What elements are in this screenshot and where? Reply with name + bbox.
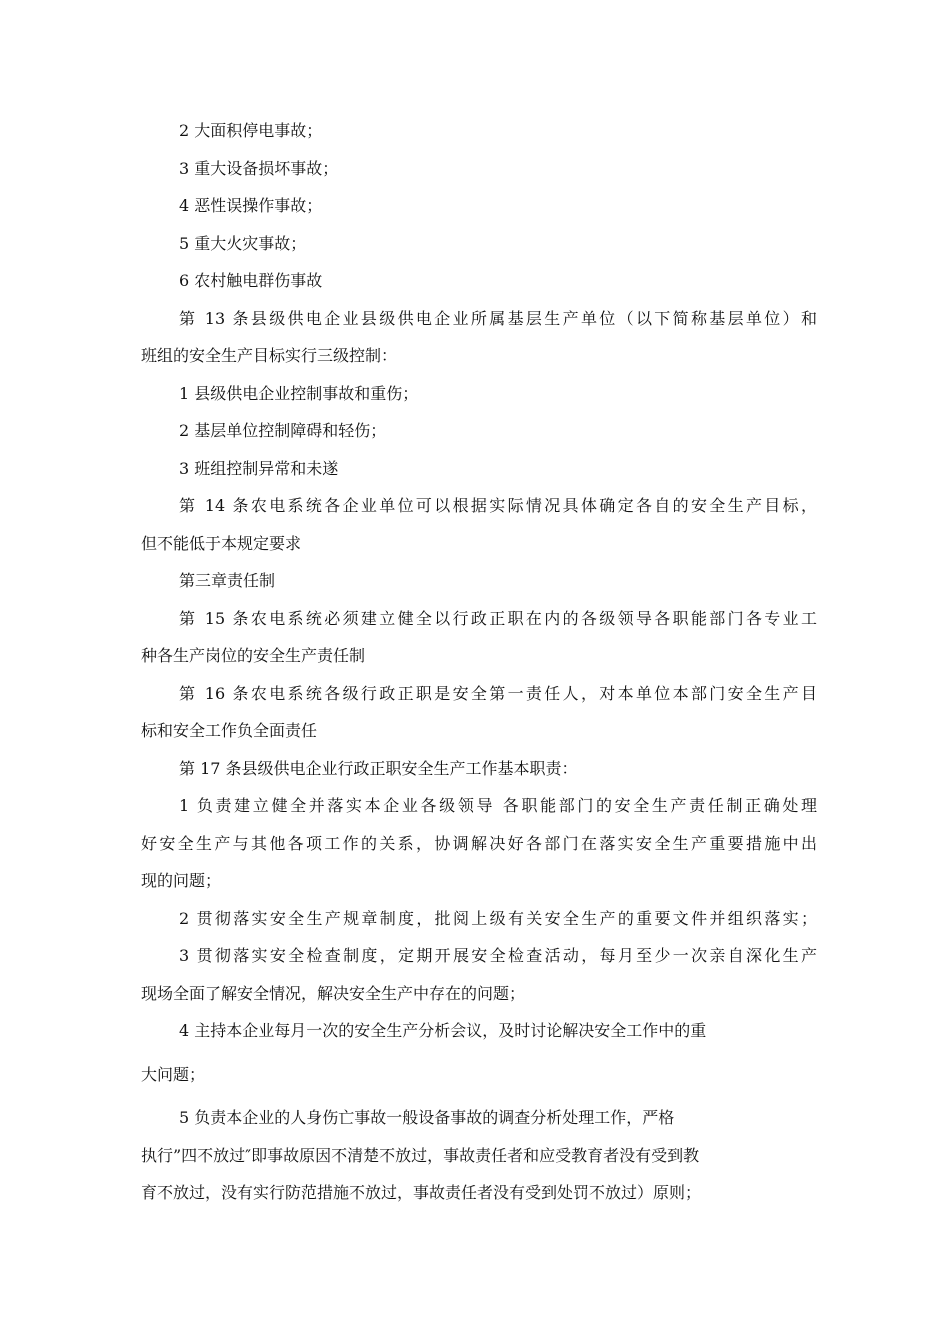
list-item: 5 重大火灾事故； [179,233,307,253]
duty-4-line-2: 大问题； [141,1064,206,1084]
list-item: 3 重大设备损坏事故； [179,158,339,178]
duty-5-line-2: 执行”四不放过″即事故原因不清楚不放过，事故责任者和应受教育者没有受到教 [141,1145,700,1165]
list-item: 3 班组控制异常和未遂 [179,458,339,478]
article-15-line-1: 第 15 条农电系统必须建立健全以行政正职在内的各级领导各职能部门各专业工 [179,608,817,628]
duty-5-line-3: 育不放过，没有实行防范措施不放过，事故责任者没有受到处罚不放过）原则； [141,1183,702,1202]
list-item: 6 农村触电群伤事故 [179,271,323,290]
list-item: 1 县级供电企业控制事故和重伤； [179,383,419,403]
document-body [141,112,817,1212]
duty-3-line-1: 3 贯彻落实安全检查制度，定期开展安全检查活动，每月至少一次亲自深化生产 [179,946,817,965]
duty-1-line-2: 好安全生产与其他各项工作的关系，协调解决好各部门在落实安全生产重要措施中出 [141,833,817,853]
duty-1-line-1: 1 负责建立健全并落实本企业各级领导 各职能部门的安全生产责任制正确处理 [179,796,817,815]
article-16-line-1: 第 16 条农电系统各级行政正职是安全第一责任人，对本单位本部门安全生产目 [179,683,817,703]
article-13-line-2: 班组的安全生产目标实行三级控制： [141,346,398,365]
article-13-line-1: 第 13 条县级供电企业县级供电企业所属基层生产单位（以下简称基层单位）和 [179,308,817,328]
duty-3-line-2: 现场全面了解安全情况，解决安全生产中存在的问题； [141,983,526,1003]
duty-1-line-3: 现的问题； [141,871,222,890]
duty-4-line-1: 4 主持本企业每月一次的安全生产分析会议，及时讨论解决安全工作中的重 [179,1021,707,1040]
article-14-line-1: 第 14 条农电系统各企业单位可以根据实际情况具体确定各自的安全生产目标， [179,496,817,515]
list-item: 2 大面积停电事故； [179,121,323,140]
duty-5-line-1: 5 负责本企业的人身伤亡事故一般设备事故的调查分析处理工作，严格 [179,1108,675,1127]
article-14-line-2: 但不能低于本规定要求 [141,533,302,553]
article-15-line-2: 种各生产岗位的安全生产责任制 [141,646,366,665]
article-16-line-2: 标和安全工作负全面责任 [141,721,318,740]
list-item: 4 恶性误操作事故； [179,196,323,215]
chapter-heading: 第三章责任制 [179,571,276,590]
list-item: 2 基层单位控制障碍和轻伤； [179,421,387,440]
article-17-heading: 第 17 条县级供电企业行政正职安全生产工作基本职责： [179,758,578,778]
duty-2-line-1: 2 贯彻落实安全生产规章制度，批阅上级有关安全生产的重要文件并组织落实； [179,908,817,928]
